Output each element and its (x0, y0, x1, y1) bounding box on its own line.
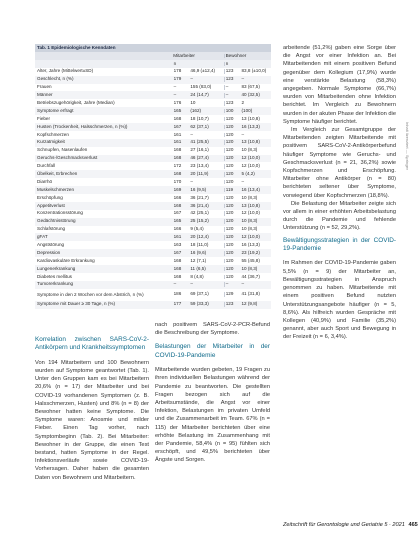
table-cell: 10 (8,3) (241, 147, 258, 153)
table-row (35, 202, 271, 210)
table-cell: 18 (11,0) (190, 242, 209, 248)
table-row (35, 281, 271, 289)
table-cell: 36 (21,4) (190, 202, 209, 208)
table-cell: 179 (173, 76, 182, 82)
page-footer (283, 522, 418, 528)
table-cell: 2 (241, 99, 245, 105)
table-cell: 168 (173, 171, 182, 176)
table-row (35, 289, 271, 301)
table-cell: 25 (15,2) (190, 218, 209, 224)
group-header-staff: Mitarbeiter (173, 52, 195, 58)
table-cell: 16 (9,5) (190, 186, 207, 192)
table-cell: 100 (224, 109, 240, 114)
table-cell: – (190, 178, 193, 184)
table-cell: Schlafstörung (37, 226, 66, 232)
table-cell: Schnupfen, Nasenlaufen (37, 147, 88, 153)
table-cell: 16 (9,6) (190, 249, 207, 255)
table-cell: 161 (173, 139, 182, 145)
table-row (35, 170, 271, 178)
table-row (35, 249, 271, 257)
table-cell: Geschlecht, n (%) (37, 76, 74, 82)
table-cell: 10 (8,3) (241, 218, 258, 224)
table-cell: 36 (21,7) (190, 194, 209, 200)
table-cell: 27 (16,1) (190, 147, 209, 153)
table-cell: 12 (9,8) (241, 301, 258, 307)
table-cell: 161 (173, 131, 182, 137)
table-row (35, 139, 271, 147)
table-cell: Kopfschmerzen (37, 131, 69, 137)
table-cell: 5 (4,2) (241, 171, 255, 176)
table-cell: 20 (11,9) (190, 171, 209, 176)
table-cell: – (224, 282, 240, 287)
table-row (35, 155, 271, 163)
table-cell: 12 (10,0) (241, 210, 260, 216)
table-cell: 120 (224, 227, 240, 232)
table-cell: Depression (37, 249, 61, 255)
section-heading-coping: Bewältigungsstrategien in der COVID-19-Pandemie (283, 236, 396, 253)
table-cell: 10 (8,3) (241, 265, 258, 271)
table-row (35, 178, 271, 186)
table-row (35, 91, 271, 99)
table-cell: 120 (224, 211, 240, 216)
table-cell: – (241, 131, 245, 137)
table-cell: 163 (173, 242, 182, 248)
table-cell: Tumorerkrankung (37, 281, 74, 287)
journal-name: Zeitschrift für Gerontologie und Geriatrie 5 · 2021 (283, 522, 405, 528)
table-cell: 120 (224, 140, 240, 145)
table-cell: 123 (224, 69, 240, 74)
table-cell: 120 (224, 133, 240, 138)
table-row (35, 99, 271, 107)
table-cell: Männer (37, 92, 53, 98)
table-cell: 12 (10,0) (241, 234, 260, 240)
table-cell: 167 (173, 123, 182, 129)
table-cell: 10 (8,3) (241, 194, 258, 200)
table-cell: 12 (10,0) (241, 155, 260, 161)
table-cell: – (224, 85, 240, 90)
table-cell: 168 (173, 115, 182, 121)
table-cell: Diabetes mellitus (37, 273, 72, 279)
table-cell: 172 (173, 163, 182, 169)
table-cell: 123 (224, 101, 240, 106)
table-cell: Fieber (37, 115, 51, 121)
table-cell: – (190, 76, 193, 82)
table-cell: 18 (10,7) (190, 115, 209, 121)
table-cell: 120 (224, 196, 240, 201)
table-cell: 44 (36,7) (241, 273, 260, 279)
table-cell: Übelkeit, Erbrechen (37, 171, 78, 176)
table-cell: 24 (14,7) (190, 92, 209, 98)
right-text-column (283, 44, 396, 342)
table-cell: 120 (224, 180, 240, 185)
table-row (35, 115, 271, 123)
table-cell: 16 (13,4) (241, 186, 260, 192)
table-cell: 119 (224, 188, 240, 193)
table-cell: 46 (27,4) (190, 155, 209, 161)
table-cell: 120 (224, 267, 240, 272)
table-cell: 16 (13,3) (241, 123, 260, 129)
table-cell: 8 (4,8) (190, 273, 204, 279)
table-cell: – (190, 281, 193, 287)
table-cell: 41 (31,8) (241, 291, 260, 297)
table-cell: Gedächtnisstörung (37, 218, 76, 224)
table-caption: Tab. 1 Epidemiologische Kenndaten (35, 44, 271, 52)
table-cell: 169 (173, 186, 182, 192)
table-cell: 123 (224, 77, 240, 82)
table-cell: 165 (173, 218, 182, 224)
table-cell: 20 (12,4) (190, 234, 209, 240)
table-cell: 155 (83,0) (190, 84, 212, 90)
sub-header-staff-n: n (173, 60, 177, 66)
page-number: 465 (408, 522, 418, 528)
table-cell: Kurzatmigkeit (37, 139, 65, 145)
table-row (35, 84, 271, 92)
table-cell: 69 (37,1) (190, 291, 209, 297)
table-cell: 123 (224, 302, 240, 307)
table-row (35, 226, 271, 234)
paragraph-burden: Mitarbeitende wurden gebeten, 19 Fragen zu ihren individuellen Belastungen während der Pandemie zu beantworten. Die gestellten Fragen bezogen sich auf die Arbeitsumstände, die Angst vor einer Infektion, Belastungen im privaten Umfeld und die Zusammenarbeit im Team. 67% (n = 115) der Mitarbeiter berichteten über eine erhöhte Belastung im Zusammenhang mit der Pandemie, 58,4% (n = 95) fühlten sich erschöpft, und 49,5% berichteten über Ängste und Sorgen. (155, 367, 270, 464)
table-cell: 178 (173, 68, 182, 74)
table-cell: (100) (241, 107, 253, 113)
paragraph-coping: Im Rahmen der COVID-19-Pandemie gaben 5,5% (n = 9) der Mitarbeiter an, Bewältigungsstrategien in Anspruch genommen zu haben. Mitarbeitende mit einem positiven Befund nutzten Unterstützungsangebote häufiger (n = 5, 8,6%). Als hilfreich wurden Gespräche mit Kollegen (40,9%) und Familie (35,2%) genannt, aber auch Sport und Bewegung in der Freizeit (n = 6, 3,4%). (283, 260, 396, 341)
table-row (35, 241, 271, 249)
table-cell: 176 (173, 99, 182, 105)
table-cell: 59 (33,3) (190, 301, 209, 307)
table-cell: Konzentrationsstörung (37, 210, 83, 216)
table-cell: 166 (173, 226, 182, 232)
table-cell: 129 (224, 292, 240, 297)
table-cell: 168 (173, 265, 182, 271)
table-cell: 23 (13,4) (190, 163, 209, 169)
table-row (35, 123, 271, 131)
table-cell: 167 (173, 210, 182, 216)
table-row (35, 76, 271, 84)
table-cell: Lungenerkrankung (37, 265, 76, 271)
table-cell: Alter, Jahre (Mittelwert±SD) (37, 68, 94, 74)
table-cell: 120 (224, 275, 240, 280)
table-body (35, 68, 271, 309)
paragraph-right-3: Die Belastung der Mitarbeiter zeigte sich vor allem in einer erhöhten Arbeitsbelastung durch die Pandemie und fehlende Unterstützung (n = 52, 29,2%). (283, 200, 396, 232)
table-cell: 10 (8,3) (241, 226, 258, 232)
table-row (35, 107, 271, 115)
table-cell: Erschöpfung (37, 194, 63, 200)
table-cell: Symptome erfragt (37, 107, 74, 113)
table-cell: gFAT (37, 234, 48, 240)
table-cell: Betriebszugehörigkeit, Jahre (Median) (37, 99, 115, 105)
table-cell: 16 (13,3) (241, 242, 260, 248)
table-cell: 120 (224, 125, 240, 130)
table-cell: 120 (224, 243, 240, 248)
table-cell: Symptome in den 2 Wochen vor dem Abstrich, n (%) (37, 292, 144, 298)
table-cell: 120 (224, 251, 240, 256)
table-cell: 120 (224, 219, 240, 224)
table-cell: 62 (37,1) (190, 123, 209, 129)
side-note: Inhalt lizenziert — Springer (405, 121, 410, 170)
table-cell: 120 (224, 164, 240, 169)
table-row (35, 162, 271, 170)
table-cell: 168 (173, 155, 182, 161)
table-cell: 120 (224, 148, 240, 153)
table-cell: 177 (173, 301, 182, 307)
table-cell: – (173, 92, 177, 98)
table-cell: 83 (67,5) (241, 84, 260, 90)
table-cell: 166 (173, 194, 182, 200)
table-cell: Husten (Trockenheit, Halsschmerzen, n (%)) (37, 123, 128, 129)
table-cell: – (241, 76, 245, 82)
group-header-residents: Bewohner (225, 52, 247, 58)
table-cell: Symptome mit Dauer ≥ 30 Tage, n (%) (37, 301, 116, 307)
table-cell: 167 (173, 249, 182, 255)
table-row (35, 186, 271, 194)
paragraph-right-2: Im Vergleich zur Gesamtgruppe der Mitarbeitenden zeigten Mitarbeitende mit positivem SARS-CoV-2-Antikörperbefund häufiger Symptome wie Geruchs- und Geschmacksverlust (n = 21, 36,2%) sowie Kopfschmerzen und Erschöpfung. Mitarbeiter ohne Antikörper (n = 80) berichteten seltener über Symptome, vorwiegend über Kopfschmerzen (18,8%). (283, 127, 396, 199)
epidemiology-table (35, 44, 271, 309)
table-cell: – (241, 281, 245, 287)
table-cell: 55 (45,8) (241, 257, 260, 263)
table-row (35, 233, 271, 241)
table-cell: – (173, 281, 177, 287)
table-row (35, 265, 271, 273)
table-cell: – (241, 178, 245, 184)
paragraph-continuation: nach positivem SARS-CoV-2-PCR-Befund die Beschreibung der Symptome. (155, 322, 270, 337)
table-cell: 11 (6,5) (190, 265, 206, 271)
table-row (35, 68, 271, 76)
table-row (35, 147, 271, 155)
paragraph-correlation: Von 194 Mitarbeitern und 100 Bewohnern wurden auf Symptome geantwortet (Tab. 1). Unter den Gruppen kam es bei Mitarbeitern 20,6% (n = 17) der Mitarbeiter und bei COVID-19 vorhandenen Symptomen (z. B. Halsschmerzen, Husten) und 8% (n = 8) der Bewohner hatten keine Symptome. Die Symptome waren: Anosmie und milder Fieber. Einen Tag vorher, nach Symptombeginn (Tab. 2). Bei Mitarbeiter: Bewohner in der Gruppe, die einen Test bestand, hatten Symptome in der Regel. Infektionsverläufe sowie COVID-19-Vorhersagen. Daher haben die gesamten Daten von Bewohnern und Mitarbeitern. (35, 359, 149, 481)
table-cell: 12 (10,0) (241, 163, 260, 169)
table-cell: 83,8 (±10,0) (241, 68, 267, 74)
table-cell: – (190, 131, 193, 137)
table-row (35, 273, 271, 281)
table-cell: 120 (224, 235, 240, 240)
table-cell: Muskelschmerzen (37, 186, 75, 192)
section-heading-burden: Belastungen der Mitarbeiter in der COVID-19-Pandemie (155, 343, 270, 359)
table-cell: 120 (224, 172, 240, 177)
table-cell: 120 (224, 117, 240, 122)
table-cell: 12 (7,1) (190, 257, 207, 263)
table-cell: Geruchs-/Geschmacksverlust (37, 155, 98, 161)
paragraph-right-1: arbeitende (51,2%) gaben eine Sorge über die Angst vor einer Infektion an. Bei Mitarbeitenden mit einem positiven Befund gegenüber dem Kollegium (17,9%) wurde eine verstärkte Belastung (58,3%) angegeben. Normale Symptome (66,7%) wurden von Mitarbeitenden ohne Infektion berichtet. Im Vergleich zu Bewohnern wurden in der akuten Phase der Infektion die Symptome häufiger berichtet. (283, 45, 396, 125)
left-text-column (35, 336, 149, 482)
table-cell: 186 (173, 291, 182, 297)
table-cell: Appetitverlust (37, 202, 65, 208)
table-cell: 168 (173, 147, 182, 153)
table-cell: 46,9 (±12,4) (190, 68, 216, 74)
section-heading-correlation: Korrelation zwischen SARS-CoV-2-Antikörpern und Krankheitssymptomen (35, 336, 149, 352)
table-row (35, 131, 271, 139)
table-cell: 120 (224, 259, 240, 264)
sub-header-residents-n: n (224, 62, 240, 67)
table-cell: Diarrhö (37, 178, 53, 184)
table-cell: Frauen (37, 84, 52, 90)
table-cell: (162) (190, 107, 202, 113)
table-cell: 168 (173, 202, 182, 208)
table-sub-header (35, 60, 271, 68)
table-cell: Angststörung (37, 242, 65, 248)
table-cell: 168 (173, 273, 182, 279)
table-cell: – (224, 93, 240, 98)
table-cell: 120 (224, 156, 240, 161)
table-cell: 40 (32,5) (241, 92, 260, 98)
table-cell: 42 (25,1) (190, 210, 209, 216)
table-cell: 10 (190, 99, 196, 105)
table-row (35, 301, 271, 309)
table-cell: 13 (10,8) (241, 139, 260, 145)
table-row (35, 257, 271, 265)
table-cell: – (173, 84, 177, 90)
table-cell: 120 (224, 204, 240, 209)
table-cell: 9 (5,4) (190, 226, 204, 232)
table-cell: 13 (10,8) (241, 202, 260, 208)
middle-text-column (155, 321, 270, 465)
table-row (35, 194, 271, 202)
table-cell: Kardiovaskuläre Erkrankung (37, 257, 95, 263)
table-cell: 23 (19,2) (241, 249, 260, 255)
table-cell: 165 (173, 107, 182, 113)
table-cell: 13 (10,8) (241, 115, 260, 121)
table-cell: 170 (173, 178, 182, 184)
table-row (35, 218, 271, 226)
table-group-header (35, 52, 271, 60)
table-row (35, 210, 271, 218)
table-cell: 161 (173, 234, 182, 240)
table-cell: 168 (173, 257, 182, 263)
table-cell: Durchfall (37, 163, 56, 169)
table-cell: 41 (25,5) (190, 139, 209, 145)
